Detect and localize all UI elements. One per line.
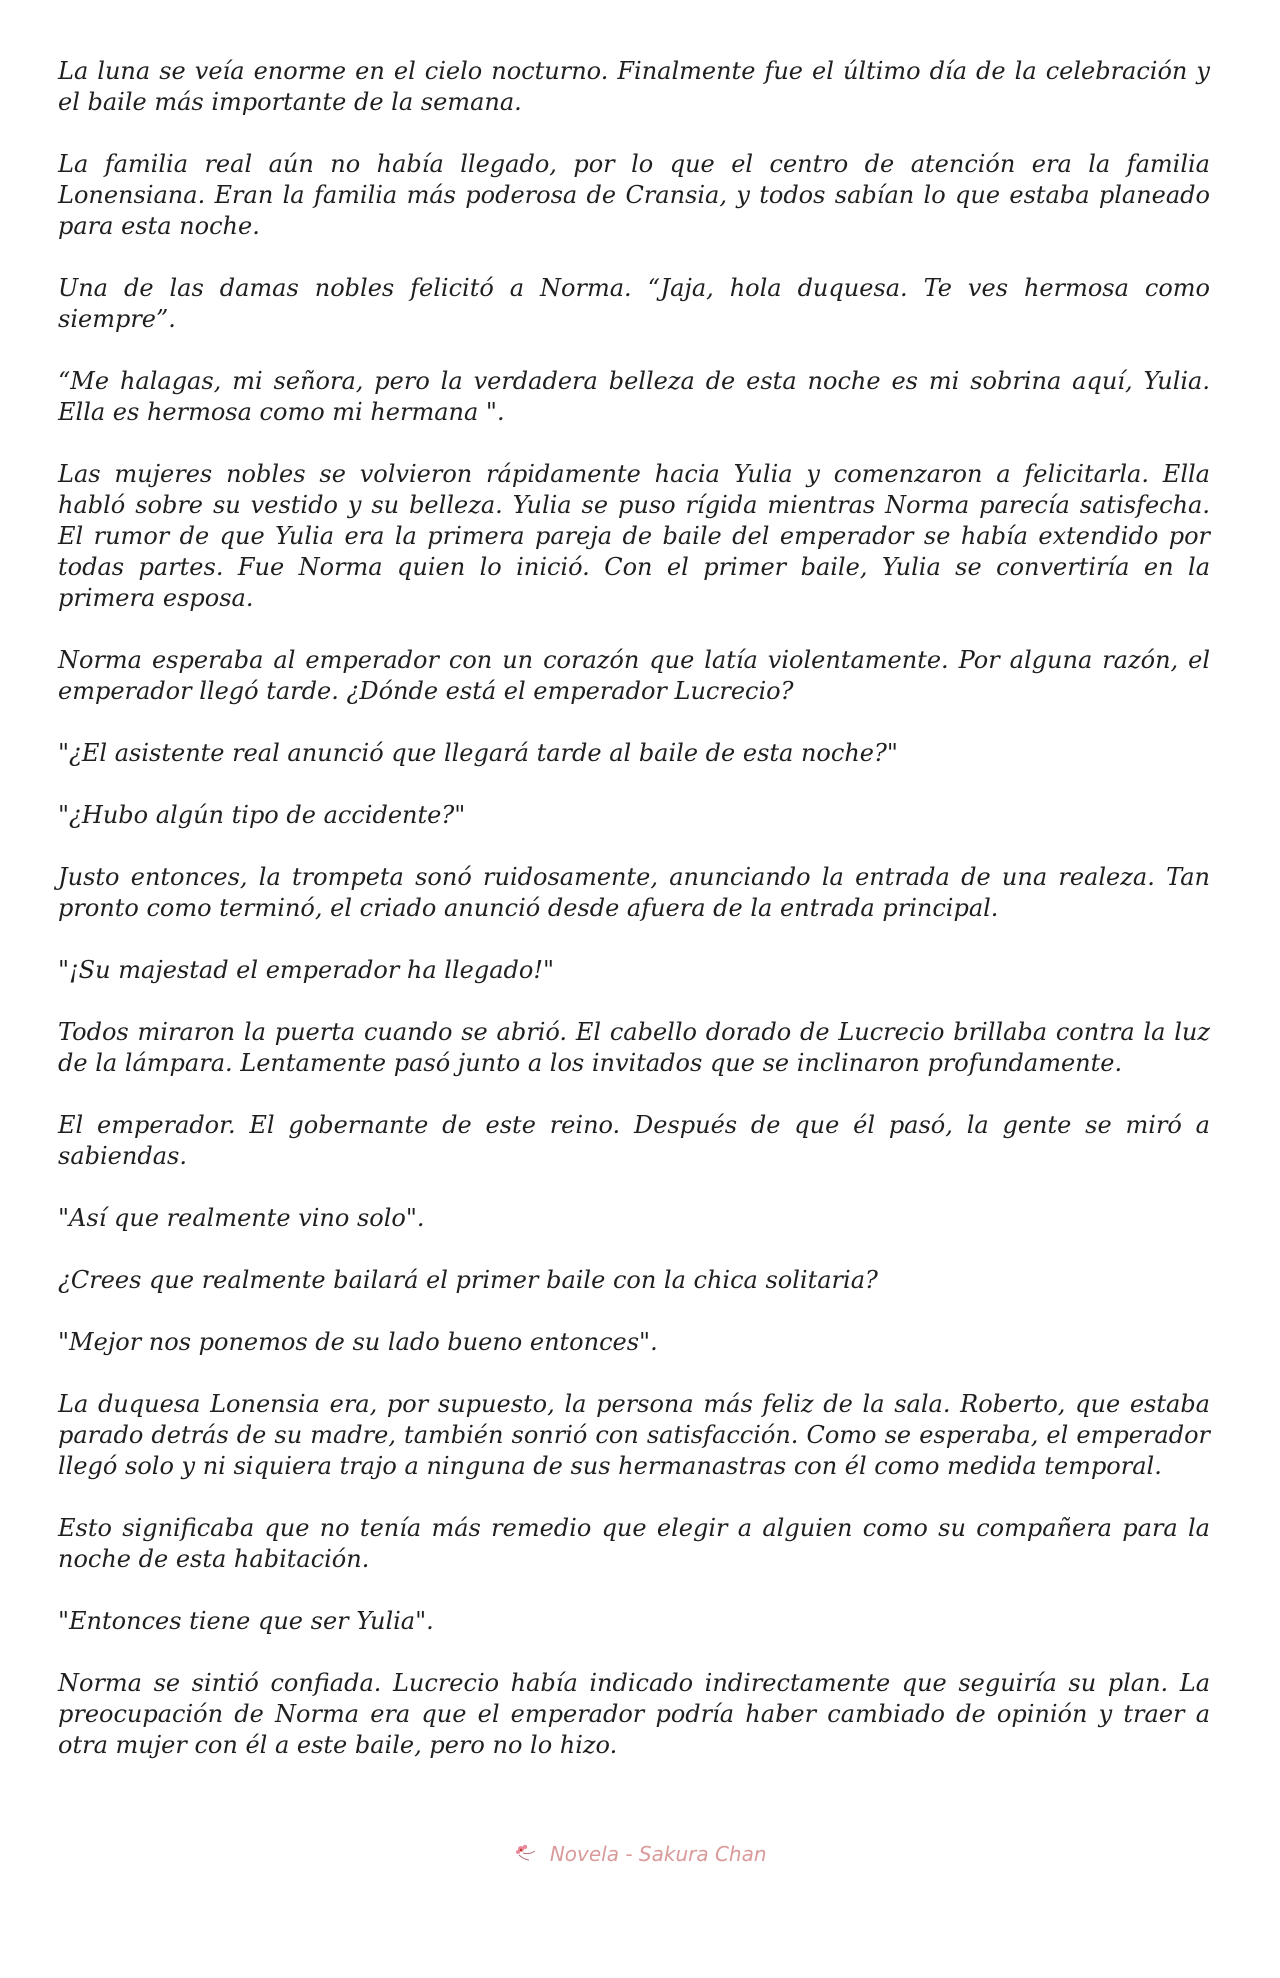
watermark-text: Novela - Sakura Chan	[549, 1842, 767, 1866]
paragraph: La duquesa Lonensia era, por supuesto, la persona más feliz de la sala. Roberto, que estaba parado detrás de su madre, también sonrió con satisfacción. Como se esperaba, el emperador llegó solo y ni siquiera trajo a ninguna de sus hermanastras con él como medida temporal.	[58, 1390, 1210, 1480]
paragraph: "Así que realmente vino solo".	[58, 1204, 425, 1232]
paragraph: "¿El asistente real anunció que llegará tarde al baile de esta noche?"	[58, 739, 898, 767]
paragraph: "Entonces tiene que ser Yulia".	[58, 1607, 434, 1635]
paragraph: Las mujeres nobles se volvieron rápidamente hacia Yulia y comenzaron a felicitarla. Ella habló sobre su vestido y su belleza. Yulia se puso rígida mientras Norma parecía satisfecha. El rumor de que Yulia era la primera pareja de baile del emperador se había extendido por todas partes. Fue Norma quien lo inició. Con el primer baile, Yulia se convertiría en la primera esposa.	[58, 460, 1210, 612]
paragraph: Todos miraron la puerta cuando se abrió. El cabello dorado de Lucrecio brillaba contra la luz de la lámpara. Lentamente pasó junto a los invitados que se inclinaron profundamente.	[58, 1018, 1210, 1077]
sakura-flower-icon	[513, 1843, 539, 1863]
paragraph: "¿Hubo algún tipo de accidente?"	[58, 801, 466, 829]
paragraph: La familia real aún no había llegado, por lo que el centro de atención era la familia Lonensiana. Eran la familia más poderosa de Cransia, y todos sabían lo que estaba planeado para esta noche.	[58, 150, 1210, 240]
paragraph: Norma esperaba al emperador con un corazón que latía violentamente. Por alguna razón, el emperador llegó tarde. ¿Dónde está el emperador Lucrecio?	[58, 646, 1210, 705]
watermark	[0, 1842, 1280, 1866]
paragraph: "¡Su majestad el emperador ha llegado!"	[58, 956, 555, 984]
paragraph: Esto significaba que no tenía más remedio que elegir a alguien como su compañera para la noche de esta habitación.	[58, 1514, 1210, 1573]
paragraph: La luna se veía enorme en el cielo nocturno. Finalmente fue el último día de la celebración y el baile más importante de la semana.	[58, 57, 1210, 116]
document-body	[58, 56, 1210, 1761]
paragraph: Justo entonces, la trompeta sonó ruidosamente, anunciando la entrada de una realeza. Tan pronto como terminó, el criado anunció desde afuera de la entrada principal.	[58, 863, 1210, 922]
paragraph: “Me halagas, mi señora, pero la verdadera belleza de esta noche es mi sobrina aquí, Yulia. Ella es hermosa como mi hermana ".	[58, 367, 1210, 426]
paragraph: ¿Crees que realmente bailará el primer baile con la chica solitaria?	[58, 1266, 878, 1294]
paragraph: "Mejor nos ponemos de su lado bueno entonces".	[58, 1328, 658, 1356]
paragraph: Norma se sintió confiada. Lucrecio había indicado indirectamente que seguiría su plan. La preocupación de Norma era que el emperador podría haber cambiado de opinión y traer a otra mujer con él a este baile, pero no lo hizo.	[58, 1669, 1210, 1759]
paragraph: Una de las damas nobles felicitó a Norma. “Jaja, hola duquesa. Te ves hermosa como siempre”.	[58, 274, 1210, 333]
paragraph: El emperador. El gobernante de este reino. Después de que él pasó, la gente se miró a sabiendas.	[58, 1111, 1210, 1170]
